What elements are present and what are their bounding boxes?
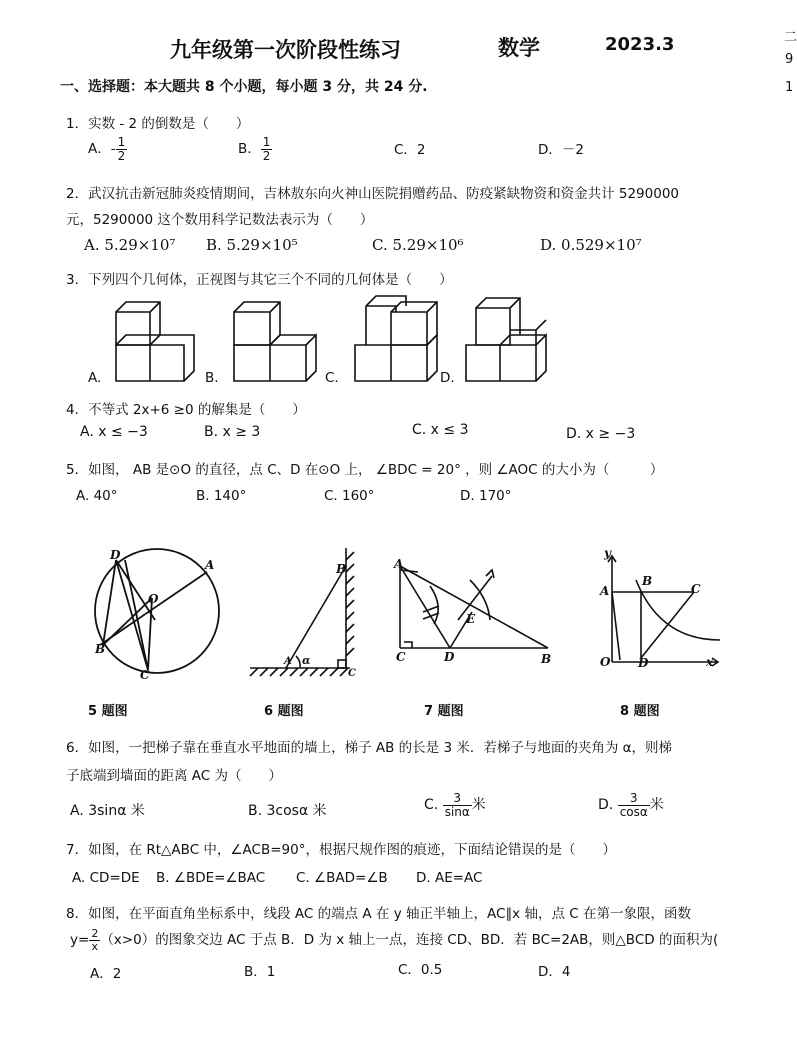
- q7-option-d: D. AE=AC: [416, 870, 483, 886]
- fig5-point-o: O: [148, 592, 159, 606]
- q8-option-a: A．2: [90, 966, 122, 982]
- q4-option-c: C. x ≤ 3: [412, 422, 469, 438]
- q1-a-prefix: A．-: [88, 141, 116, 158]
- q5-option-c: C. 160°: [324, 488, 375, 504]
- q1-a-num: 1: [117, 135, 126, 149]
- subject-title: 数学: [498, 36, 540, 60]
- q6-c-fraction: [443, 792, 472, 818]
- fig7-geometry: [400, 566, 548, 648]
- q7-option-c: C. ∠BAD=∠B: [296, 870, 388, 886]
- q4-option-b: B. x ≥ 3: [204, 424, 261, 440]
- fig7-point-b: B: [541, 652, 552, 666]
- q1-option-d: D．－2: [538, 142, 584, 158]
- fig5-point-c: C: [140, 668, 150, 682]
- q8-stem-line2: [70, 928, 718, 952]
- q2-stem-line2: 元，5290000 这个数用科学记数法表示为（ ）: [66, 212, 374, 228]
- fig8-geometry: [608, 556, 720, 666]
- fig8-axis-x: x: [706, 655, 714, 669]
- q8-option-b: B．1: [244, 964, 276, 980]
- exam-date: 2023.3: [605, 34, 675, 55]
- q1-b-prefix: B．: [238, 141, 261, 158]
- q6-option-d: [598, 792, 664, 818]
- fig7-point-c: C: [396, 650, 406, 664]
- q1-b-num: 1: [262, 135, 271, 149]
- q7-option-a: A. CD=DE: [72, 870, 140, 886]
- fig5-geometry: [95, 549, 219, 673]
- q6-c-unit: 米: [471, 797, 486, 814]
- q6-d-prefix: D.: [598, 797, 614, 814]
- q5-option-a: A. 40°: [76, 488, 118, 504]
- fig5-caption: 5 题图: [88, 704, 128, 719]
- q6-option-b: B. 3cosα 米: [248, 803, 327, 819]
- q2-option-a: A. 5.29×10⁷: [84, 236, 176, 254]
- q3-label-d: D.: [440, 370, 455, 386]
- q8-frac-num: 2: [91, 927, 99, 940]
- fig8-point-o: O: [600, 655, 611, 669]
- q6-d-fraction: [618, 792, 650, 818]
- fig8-point-c: C: [691, 582, 701, 596]
- q8-func-prefix: y=: [70, 932, 90, 949]
- q3-label-a: A.: [88, 370, 102, 386]
- q6-c-den: sinα: [444, 804, 470, 819]
- q3-label-c: C.: [325, 370, 339, 386]
- q6-d-num: 3: [618, 792, 650, 806]
- edge-mark-1: 二: [784, 30, 797, 45]
- q7-option-b: B. ∠BDE=∠BAC: [156, 870, 266, 886]
- q8-option-d: D．4: [538, 964, 571, 980]
- q3-stem: 3．下列四个几何体，正视图与其它三个不同的几何体是（ ）: [66, 272, 453, 288]
- page-title: 九年级第一次阶段性练习: [170, 38, 401, 62]
- fig5-point-a: A: [205, 558, 215, 572]
- fig6-point-a: A: [284, 656, 292, 667]
- q2-option-d: D. 0.529×10⁷: [540, 236, 642, 254]
- q6-option-a: A. 3sinα 米: [70, 803, 145, 819]
- q8-frac-den: x: [91, 939, 99, 953]
- fig6-angle-alpha: α: [302, 654, 311, 667]
- q2-option-c: C. 5.29×10⁶: [372, 236, 464, 254]
- fig8-point-b: B: [642, 574, 653, 588]
- section-heading: 一、选择题：本大题共 8 个小题，每小题 3 分，共 24 分.: [60, 79, 428, 95]
- q6-stem-line2: 子底端到墙面的距离 AC 为（ ）: [66, 768, 283, 784]
- q8-stem-rest: （x>0）的图象交边 AC 于点 B．D 为 x 轴上一点，连接 CD、BD．若 BC=2AB，则△BCD 的面积为(: [100, 932, 719, 949]
- fig5-point-b: B: [95, 642, 106, 656]
- q2-stem-line1: 2．武汉抗击新冠肺炎疫情期间，吉林敖东向火神山医院捐赠药品、防疫紧缺物资和资金共计 5290000: [66, 186, 680, 202]
- q6-stem-line1: 6．如图，一把梯子靠在垂直水平地面的墙上，梯子 AB 的长是 3 米．若梯子与地面的夹角为 α，则梯: [66, 740, 673, 756]
- q1-b-den: 2: [262, 148, 271, 163]
- fig5-point-d: D: [110, 548, 121, 562]
- fig6-caption: 6 题图: [264, 704, 304, 719]
- edge-mark-2: 9: [785, 52, 794, 67]
- q4-option-a: A. x ≤ −3: [80, 424, 148, 440]
- fig8-axis-y: y: [604, 546, 611, 560]
- q3-label-b: B.: [205, 370, 219, 386]
- q5-option-d: D. 170°: [460, 488, 512, 504]
- q8-func-fraction: [89, 928, 100, 952]
- q4-option-d: D. x ≥ −3: [566, 426, 636, 442]
- q6-option-c: [424, 792, 486, 818]
- fig8-caption: 8 题图: [620, 704, 660, 719]
- q6-c-num: 3: [443, 792, 472, 806]
- q6-c-prefix: C.: [424, 797, 439, 814]
- q7-stem: 7．如图，在 Rt△ABC 中，∠ACB=90°，根据尺规作图的痕迹，下面结论错误的是（ ）: [66, 842, 616, 858]
- q8-option-c: C．0.5: [398, 962, 443, 978]
- fig6-point-c: C: [348, 668, 356, 679]
- q2-option-b: B. 5.29×10⁵: [206, 236, 298, 254]
- q5-stem: 5．如图， AB 是⊙O 的直径，点 C、D 在⊙O 上， ∠BDC = 20° ，则 ∠AOC 的大小为（ ）: [66, 462, 664, 478]
- fig7-point-d: D: [444, 650, 455, 664]
- edge-mark-3: 1: [785, 80, 794, 95]
- fig7-point-e: E: [466, 612, 476, 626]
- q6-d-den: cosα: [619, 804, 648, 819]
- q8-stem-line1: 8．如图，在平面直角坐标系中，线段 AC 的端点 A 在 y 轴正半轴上，AC∥x 轴，点 C 在第一象限，函数: [66, 906, 691, 922]
- q1-a-den: 2: [117, 148, 126, 163]
- q6-d-unit: 米: [649, 797, 664, 814]
- q5-option-b: B. 140°: [196, 488, 247, 504]
- fig8-point-d: D: [638, 656, 649, 670]
- q1-stem: 1．实数 - 2 的倒数是（ ）: [66, 116, 250, 132]
- fig8-point-a: A: [600, 584, 610, 598]
- q4-stem: 4．不等式 2x+6 ≥0 的解集是（ ）: [66, 402, 306, 418]
- fig7-caption: 7 题图: [424, 704, 464, 719]
- fig7-point-a: A: [394, 557, 404, 571]
- fig6-point-b: B: [336, 562, 347, 576]
- q1-option-c: C．2: [394, 142, 426, 158]
